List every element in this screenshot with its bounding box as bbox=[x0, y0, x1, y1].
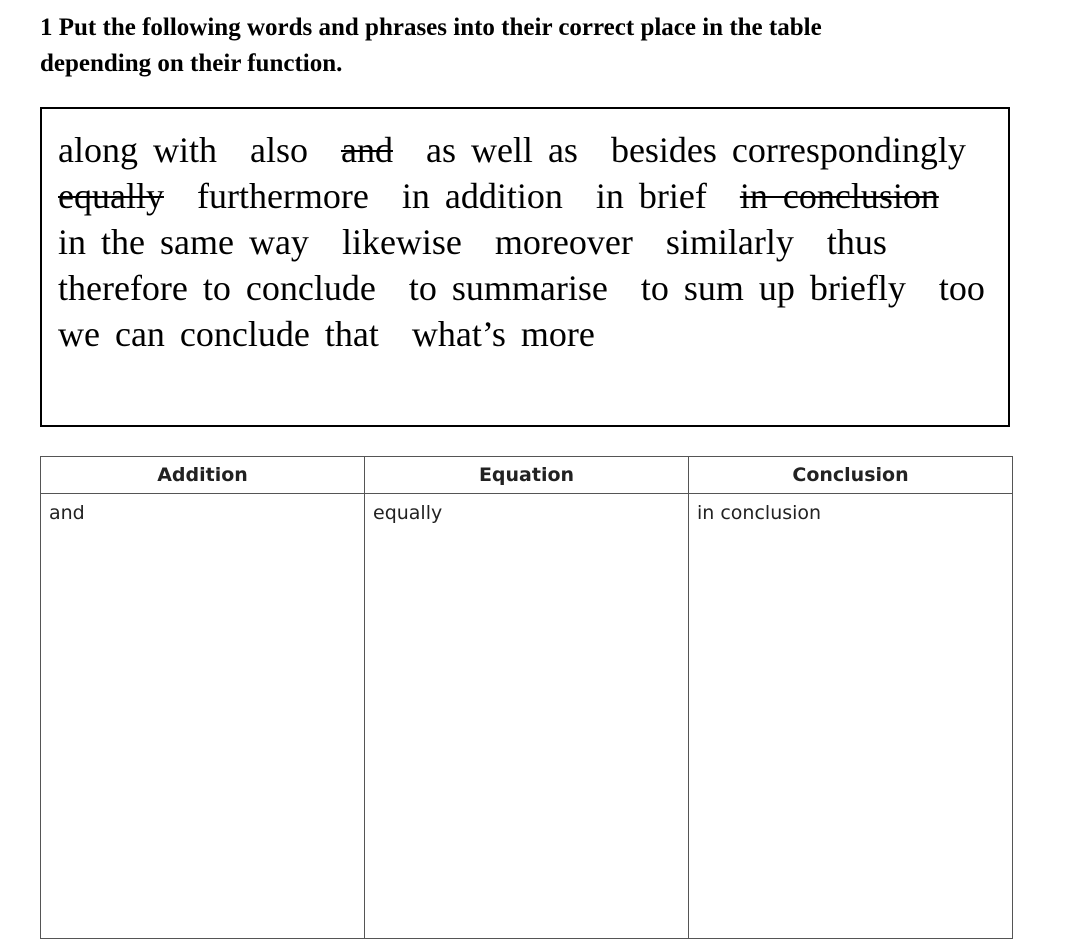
word-besides: besides bbox=[610, 130, 717, 170]
word-to-conclude: to conclude bbox=[202, 268, 376, 308]
word-we-can-conclude-that: we can conclude that bbox=[58, 314, 379, 354]
word-to-sum-up-briefly: to sum up briefly bbox=[640, 268, 906, 308]
sorting-table bbox=[40, 456, 1013, 939]
word-bank-box bbox=[40, 107, 1010, 427]
word-in-the-same-way: in the same way bbox=[58, 222, 309, 262]
word-in-addition: in addition bbox=[401, 176, 563, 216]
cell-conclusion[interactable]: in conclusion bbox=[689, 494, 1013, 939]
header-addition: Addition bbox=[41, 457, 365, 494]
word-and-crossed-out: and bbox=[340, 130, 393, 170]
cell-equation[interactable]: equally bbox=[365, 494, 689, 939]
exercise-instruction bbox=[40, 10, 1040, 82]
word-moreover: moreover bbox=[494, 222, 633, 262]
word-too: too bbox=[938, 268, 985, 308]
word-equally-crossed-out: equally bbox=[58, 176, 164, 216]
table-row bbox=[41, 494, 1013, 939]
word-similarly: similarly bbox=[665, 222, 794, 262]
cell-addition[interactable]: and bbox=[41, 494, 365, 939]
word-furthermore: furthermore bbox=[196, 176, 369, 216]
word-correspondingly: correspondingly bbox=[731, 130, 966, 170]
word-likewise: likewise bbox=[341, 222, 462, 262]
instruction-line-2: depending on their function. bbox=[40, 50, 343, 77]
word-in-conclusion-crossed-out: in conclusion bbox=[739, 176, 939, 216]
instruction-line-1: 1 Put the following words and phrases into their correct place in the table bbox=[40, 14, 822, 41]
word-as-well-as: as well as bbox=[425, 130, 578, 170]
header-equation: Equation bbox=[365, 457, 689, 494]
word-therefore: therefore bbox=[58, 268, 188, 308]
word-thus: thus bbox=[826, 222, 887, 262]
table-header-row bbox=[41, 457, 1013, 494]
word-to-summarise: to summarise bbox=[408, 268, 608, 308]
word-in-brief: in brief bbox=[595, 176, 707, 216]
word-also: also bbox=[249, 130, 308, 170]
header-conclusion: Conclusion bbox=[689, 457, 1013, 494]
word-along-with: along with bbox=[58, 130, 217, 170]
word-whats-more: what’s more bbox=[411, 314, 595, 354]
